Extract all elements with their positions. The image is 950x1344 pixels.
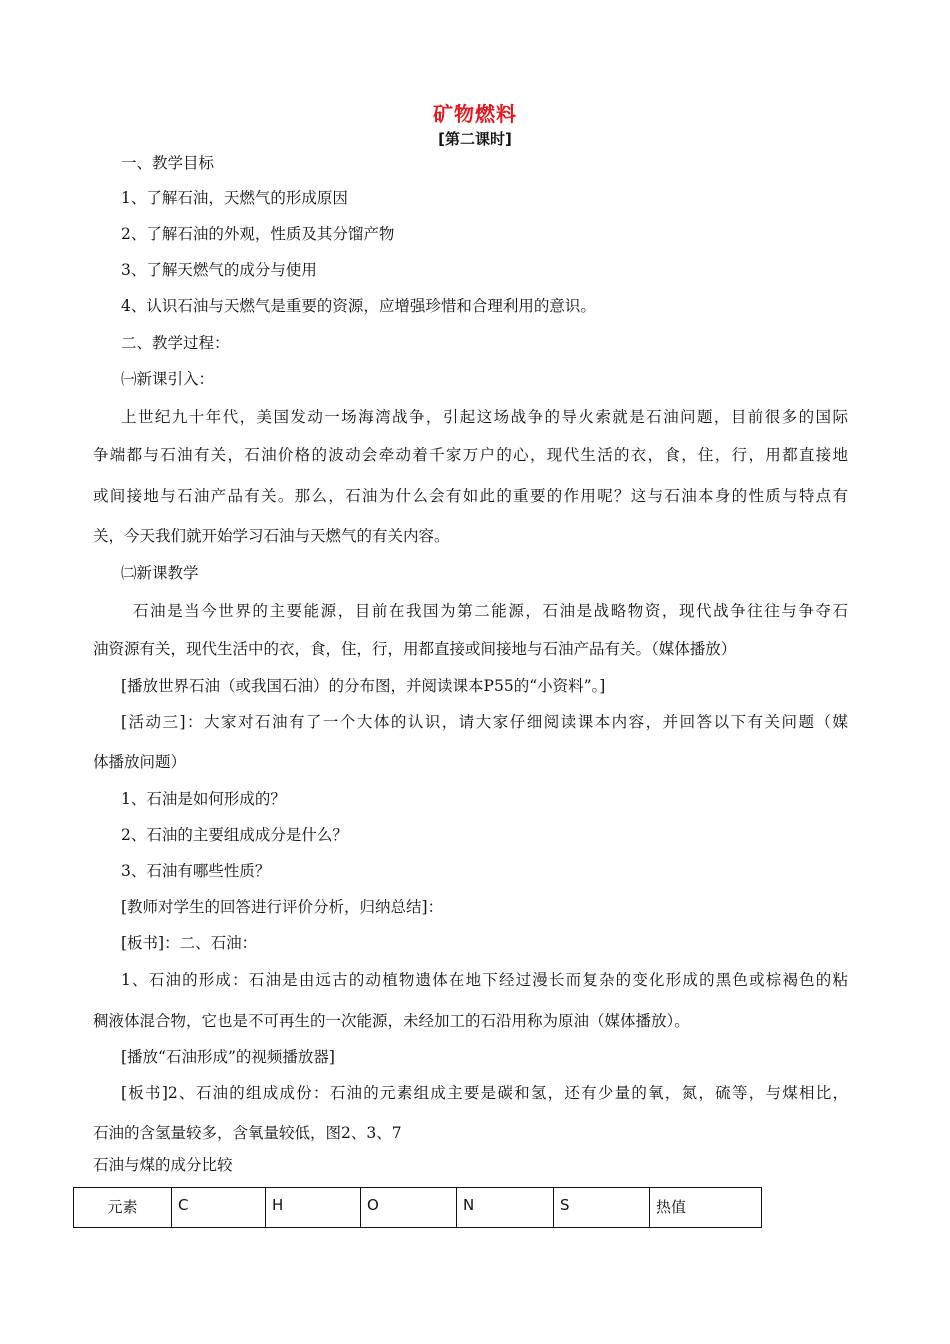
table-header-cell: 热值 [650,1188,762,1228]
section-heading-process: 二、教学过程： [121,334,230,352]
table-row [74,1188,762,1228]
paragraph-line: 石油是当今世界的主要能源，目前在我国为第二能源，石油是战略物资，现代战争往往与争夺石 [133,602,848,620]
table-header-cell: O [361,1188,457,1228]
composition-table [73,1187,762,1228]
paragraph-line: 争端都与石油有关，石油价格的波动会牵动着千家万户的心，现代生活的衣，食，住，行，用都直接地 [93,446,848,464]
document-subtitle: [第二课时] [438,130,512,148]
table-header-cell: 元素 [74,1188,172,1228]
paragraph-line: [播放“石油形成”的视频播放器] [121,1048,335,1066]
paragraph-line: 上世纪九十年代，美国发动一场海湾战争，引起这场战争的导火索就是石油问题，目前很多的国际 [121,408,848,426]
goal-item-2: 2、了解石油的外观，性质及其分馏产物 [121,225,395,243]
document-title: 矿物燃料 [433,102,517,126]
goal-item-4: 4、认识石油与天燃气是重要的资源，应增强珍惜和合理利用的意识。 [121,297,596,315]
table-caption: 石油与煤的成分比较 [93,1156,233,1174]
paragraph-line: [板书]2、石油的组成成份：石油的元素组成主要是碳和氢，还有少量的氧，氮，硫等，与煤相比， [121,1084,848,1102]
paragraph-line: 关，今天我们就开始学习石油与天燃气的有关内容。 [93,527,450,545]
question-item-3: 3、石油有哪些性质？ [121,862,271,880]
question-item-1: 1、石油是如何形成的？ [121,790,286,808]
subsection-new-lesson: ㈡新课教学 [121,564,199,582]
paragraph-line: 稠液体混合物，它也是不可再生的一次能源，未经加工的石沿用称为原油（媒体播放）。 [93,1012,690,1030]
table-header-cell: N [457,1188,554,1228]
table-header-cell: S [554,1188,650,1228]
paragraph-line: [教师对学生的回答进行评价分析，归纳总结]： [121,898,444,916]
paragraph-line: 1、石油的形成：石油是由远古的动植物遗体在地下经过漫长而复杂的变化形成的黑色或棕褐色的粘 [121,971,848,989]
paragraph-line: [板书]：二、石油： [121,934,258,952]
table-header-cell: C [172,1188,266,1228]
question-item-2: 2、石油的主要组成成分是什么？ [121,826,348,844]
paragraph-line: 石油的含氢量较多，含氧量较低，图2、3、7 [93,1124,402,1142]
goal-item-3: 3、了解天燃气的成分与使用 [121,261,317,279]
goal-item-1: 1、了解石油，天燃气的形成原因 [121,189,348,207]
paragraph-line: 油资源有关，现代生活中的衣，食，住，行，用都直接或间接地与石油产品有关。（媒体播放） [93,640,737,658]
paragraph-line: 或间接地与石油产品有关。那么，石油为什么会有如此的重要的作用呢？这与石油本身的性质与特点有 [93,487,848,505]
paragraph-line: [播放世界石油（或我国石油）的分布图，并阅读课本P55的“小资料”。] [121,677,606,695]
subsection-intro: ㈠新课引入： [121,370,215,388]
section-heading-goals: 一、教学目标 [121,154,215,172]
paragraph-line: [活动三]：大家对石油有了一个大体的认识，请大家仔细阅读课本内容，并回答以下有关问题（媒 [121,713,848,731]
table-header-cell: H [266,1188,361,1228]
paragraph-line: 体播放问题） [93,753,187,771]
